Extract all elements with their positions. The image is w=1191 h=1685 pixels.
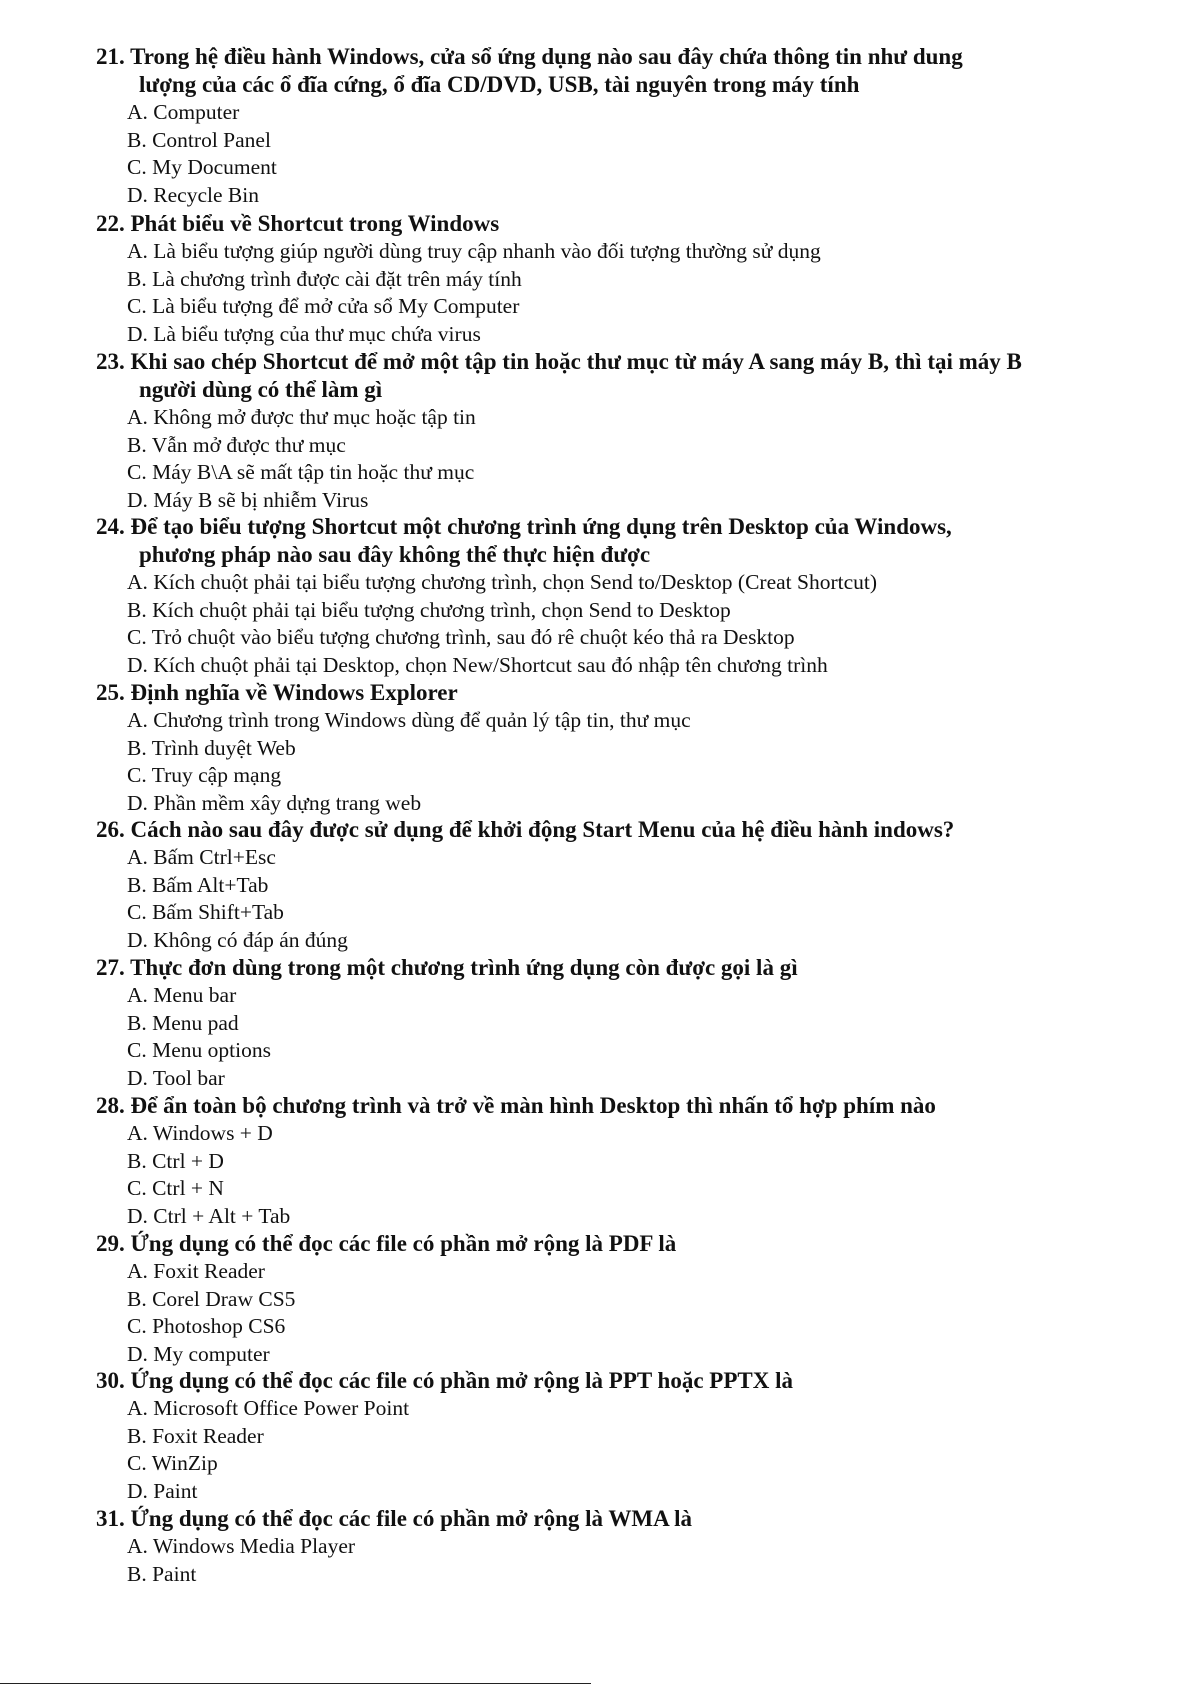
question-title — [96, 816, 1096, 844]
question-24 — [96, 513, 1096, 679]
option-d: D. My computer — [127, 1341, 270, 1366]
question-title-line: 31. Ứng dụng có thể đọc các file có phần mở rộng là WMA là — [96, 1506, 693, 1531]
question-title-line: người dùng có thể làm gì — [139, 377, 383, 402]
option-d: D. Recycle Bin — [127, 182, 259, 207]
option-d: D. Kích chuột phải tại Desktop, chọn New/Shortcut sau đó nhập tên chương trình — [127, 652, 828, 677]
option-c: C. Menu options — [127, 1038, 271, 1063]
option-b: B. Foxit Reader — [127, 1423, 264, 1448]
question-30 — [96, 1367, 1096, 1505]
question-title — [96, 1230, 1096, 1258]
question-27 — [96, 954, 1096, 1092]
question-title — [96, 513, 1096, 569]
option-list — [96, 99, 1096, 209]
option-d: D. Phần mềm xây dựng trang web — [127, 790, 422, 815]
option-list — [96, 1533, 1096, 1588]
option-a: A. Computer — [127, 100, 240, 124]
option-a: A. Chương trình trong Windows dùng để quản lý tập tin, thư mục — [127, 708, 691, 732]
option-list — [96, 982, 1096, 1092]
option-c: C. Bấm Shift+Tab — [127, 900, 284, 925]
option-list — [96, 238, 1096, 348]
option-b: B. Bấm Alt+Tab — [127, 872, 269, 897]
option-b: B. Control Panel — [127, 127, 271, 152]
option-list — [96, 1258, 1096, 1368]
option-b: B. Paint — [127, 1561, 197, 1586]
question-title — [96, 954, 1096, 982]
option-list — [96, 1395, 1096, 1505]
question-title-line: 23. Khi sao chép Shortcut để mở một tập tin hoặc thư mục từ máy A sang máy B, thì tại máy B — [96, 349, 1022, 374]
question-title — [96, 210, 1096, 238]
question-28 — [96, 1092, 1096, 1230]
option-c: C. Ctrl + N — [127, 1176, 224, 1201]
option-c: C. Máy B\A sẽ mất tập tin hoặc thư mục — [127, 460, 475, 485]
option-d: D. Là biểu tượng của thư mục chứa virus — [127, 321, 481, 346]
option-a: A. Bấm Ctrl+Esc — [127, 845, 276, 869]
question-title-line: 22. Phát biểu về Shortcut trong Windows — [96, 211, 500, 236]
question-title — [96, 43, 1096, 99]
option-b: B. Là chương trình được cài đặt trên máy tính — [127, 266, 522, 291]
question-title-line: 29. Ứng dụng có thể đọc các file có phần mở rộng là PDF là — [96, 1231, 677, 1256]
question-29 — [96, 1230, 1096, 1368]
option-list — [96, 404, 1096, 514]
option-b: B. Ctrl + D — [127, 1148, 224, 1173]
option-b: B. Corel Draw CS5 — [127, 1286, 296, 1311]
footer-divider — [0, 1683, 591, 1684]
option-list — [96, 707, 1096, 817]
question-23 — [96, 348, 1096, 514]
question-title — [96, 1092, 1096, 1120]
question-title — [96, 1505, 1096, 1533]
option-a: A. Microsoft Office Power Point — [127, 1396, 410, 1420]
option-a: A. Kích chuột phải tại biểu tượng chương trình, chọn Send to/Desktop (Creat Shortcut) — [127, 570, 878, 594]
option-c: C. Photoshop CS6 — [127, 1314, 286, 1339]
option-d: D. Ctrl + Alt + Tab — [127, 1203, 291, 1228]
question-title — [96, 1367, 1096, 1395]
option-b: B. Kích chuột phải tại biểu tượng chương trình, chọn Send to Desktop — [127, 597, 731, 622]
question-title-line: 25. Định nghĩa về Windows Explorer — [96, 680, 458, 705]
option-list — [96, 569, 1096, 679]
question-title-line: 27. Thực đơn dùng trong một chương trình ứng dụng còn được gọi là gì — [96, 955, 798, 980]
option-d: D. Không có đáp án đúng — [127, 927, 348, 952]
question-22 — [96, 210, 1096, 348]
question-title — [96, 679, 1096, 707]
question-25 — [96, 679, 1096, 817]
option-c: C. Trỏ chuột vào biểu tượng chương trình, sau đó rê chuột kéo thả ra Desktop — [127, 625, 795, 650]
option-a: A. Menu bar — [127, 983, 237, 1007]
question-21 — [96, 43, 1096, 209]
option-d: D. Máy B sẽ bị nhiễm Virus — [127, 487, 369, 512]
option-d: D. Paint — [127, 1478, 198, 1503]
question-title-line: 28. Để ẩn toàn bộ chương trình và trở về màn hình Desktop thì nhấn tổ hợp phím nào — [96, 1093, 936, 1118]
question-title-line: 24. Để tạo biểu tượng Shortcut một chương trình ứng dụng trên Desktop của Windows, — [96, 514, 952, 539]
option-list — [96, 844, 1096, 954]
option-a: A. Windows + D — [127, 1121, 273, 1145]
option-list — [96, 1120, 1096, 1230]
question-title — [96, 348, 1096, 404]
question-31 — [96, 1505, 1096, 1588]
question-title-line: 30. Ứng dụng có thể đọc các file có phần mở rộng là PPT hoặc PPTX là — [96, 1368, 793, 1393]
question-title-line: 21. Trong hệ điều hành Windows, cửa sổ ứng dụng nào sau đây chứa thông tin như dung — [96, 44, 963, 69]
option-b: B. Menu pad — [127, 1010, 239, 1035]
option-c: C. WinZip — [127, 1451, 218, 1476]
option-b: B. Trình duyệt Web — [127, 735, 296, 760]
option-c: C. Truy cập mạng — [127, 763, 282, 788]
option-c: C. My Document — [127, 155, 277, 180]
option-a: A. Windows Media Player — [127, 1534, 356, 1558]
option-d: D. Tool bar — [127, 1065, 225, 1090]
question-title-line: phương pháp nào sau đây không thể thực hiện được — [139, 542, 651, 567]
option-a: A. Foxit Reader — [127, 1259, 265, 1283]
option-a: A. Không mở được thư mục hoặc tập tin — [127, 405, 476, 429]
option-b: B. Vẫn mở được thư mục — [127, 432, 346, 457]
option-c: C. Là biểu tượng để mở cửa sổ My Computer — [127, 294, 520, 319]
question-26 — [96, 816, 1096, 954]
question-title-line: lượng của các ổ đĩa cứng, ổ đĩa CD/DVD, USB, tài nguyên trong máy tính — [139, 72, 860, 97]
option-a: A. Là biểu tượng giúp người dùng truy cập nhanh vào đối tượng thường sử dụng — [127, 239, 821, 263]
question-title-line: 26. Cách nào sau đây được sử dụng để khởi động Start Menu của hệ điều hành indows? — [96, 817, 955, 842]
